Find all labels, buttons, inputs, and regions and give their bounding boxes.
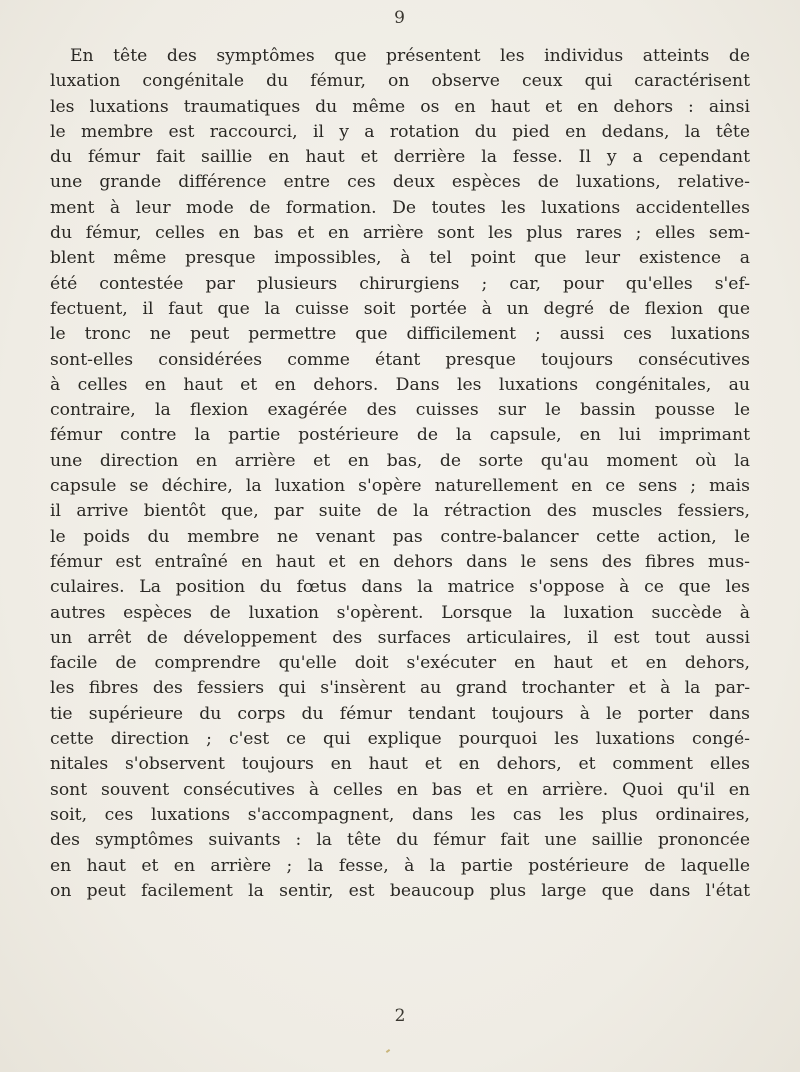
text-line: fectuent, il faut que la cuisse soit portée à un degré de flexion que: [50, 298, 750, 319]
text-line: luxation congénitale du fémur, on observe ceux qui caractérisent: [50, 71, 750, 92]
text-line: les luxations traumatiques du même os en haut et en dehors : ainsi: [50, 96, 750, 117]
text-line: les fibres des fessiers qui s'insèrent au grand trochanter et à la par-: [50, 678, 750, 699]
text-line: autres espèces de luxation s'opèrent. Lorsque la luxation succède à: [50, 602, 750, 623]
page-number: 9: [394, 8, 406, 28]
text-line: soit, ces luxations s'accompagnent, dans les cas les plus ordinaires,: [50, 804, 750, 825]
text-line: on peut facilement la sentir, est beaucoup plus large que dans l'état: [50, 880, 750, 901]
ink-speck: [386, 1049, 390, 1053]
text-line: été contestée par plusieurs chirurgiens ; car, pour qu'elles s'ef-: [50, 273, 750, 294]
text-line: ment à leur mode de formation. De toutes les luxations accidentelles: [50, 197, 750, 218]
text-line: contraire, la flexion exagérée des cuisses sur le bassin pousse le: [50, 400, 750, 421]
text-line: à celles en haut et en dehors. Dans les luxations congénitales, au: [50, 374, 750, 395]
text-line: du fémur, celles en bas et en arrière sont les plus rares ; elles sem-: [50, 223, 750, 244]
text-line: des symptômes suivants : la tête du fémur fait une saillie prononcée: [50, 830, 750, 851]
text-line: du fémur fait saillie en haut et derrière la fesse. Il y a cependant: [50, 147, 750, 168]
text-line: fémur est entraîné en haut et en dehors dans le sens des fibres mus-: [50, 551, 750, 572]
text-line: capsule se déchire, la luxation s'opère naturellement en ce sens ; mais: [50, 476, 750, 497]
text-line: le membre est raccourci, il y a rotation du pied en dedans, la tête: [50, 121, 750, 142]
text-line: il arrive bientôt que, par suite de la rétraction des muscles fessiers,: [50, 501, 750, 522]
signature-mark: 2: [394, 1006, 406, 1026]
text-line: nitales s'observent toujours en haut et en dehors, et comment elles: [50, 754, 750, 775]
body-text: [50, 44, 750, 904]
text-line: cette direction ; c'est ce qui explique pourquoi les luxations congé-: [50, 729, 750, 750]
text-line: tie supérieure du corps du fémur tendant toujours à le porter dans: [50, 703, 750, 724]
text-line: en haut et en arrière ; la fesse, à la partie postérieure de laquelle: [50, 855, 750, 876]
text-line: culaires. La position du fœtus dans la matrice s'oppose à ce que les: [50, 577, 750, 598]
text-line: le tronc ne peut permettre que difficilement ; aussi ces luxations: [50, 324, 750, 345]
text-line: En tête des symptômes que présentent les individus atteints de: [70, 46, 750, 66]
text-line: un arrêt de développement des surfaces articulaires, il est tout aussi: [50, 627, 750, 648]
text-line: blent même presque impossibles, à tel point que leur existence a: [50, 248, 750, 269]
text-line: une grande différence entre ces deux espèces de luxations, relative-: [50, 172, 750, 193]
text-line: facile de comprendre qu'elle doit s'exécuter en haut et en dehors,: [50, 653, 750, 674]
text-line: sont souvent consécutives à celles en bas et en arrière. Quoi qu'il en: [50, 779, 750, 800]
text-line: le poids du membre ne venant pas contre-balancer cette action, le: [50, 526, 750, 547]
text-line: fémur contre la partie postérieure de la capsule, en lui imprimant: [50, 425, 750, 446]
text-line: sont-elles considérées comme étant presque toujours consécutives: [50, 349, 750, 370]
text-line: une direction en arrière et en bas, de sorte qu'au moment où la: [50, 450, 750, 471]
